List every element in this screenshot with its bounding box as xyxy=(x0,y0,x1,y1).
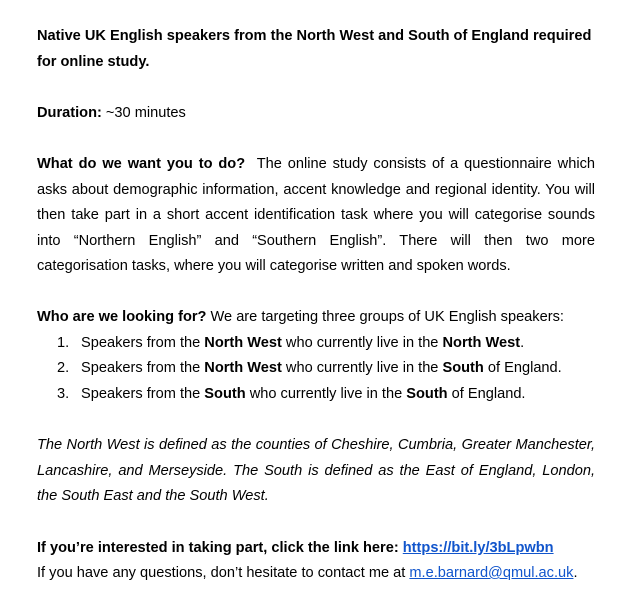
who-intro xyxy=(37,305,595,331)
link-label: If you’re interested in taking part, click the link here: xyxy=(37,540,399,556)
what-text: The online study consists of a questionnaire which asks about demographic information, accent knowledge and regional identity. You will then take part in a short accent identification task where you will categorise sounds into “Northern English” and “Southern English”. There will then two more categorisation tasks, where you will categorise written and spoken words. xyxy=(37,156,600,274)
what-label: What do we want you to do? xyxy=(37,156,246,172)
list-text: Speakers from the South who currently live in the South of England. xyxy=(81,385,526,402)
heading-text: Native UK English speakers from the North West and South of England required for online study. xyxy=(37,28,592,70)
duration-value: ~30 minutes xyxy=(101,105,186,121)
duration-line xyxy=(37,101,595,127)
study-link[interactable]: https://bit.ly/3bLpwbn xyxy=(402,540,554,556)
what-paragraph xyxy=(37,152,600,280)
duration-label: Duration: xyxy=(37,105,102,121)
list-item xyxy=(37,331,595,357)
who-text: We are targeting three groups of UK English speakers: xyxy=(206,309,564,325)
list-text: Speakers from the North West who currently live in the North West. xyxy=(81,334,525,351)
who-label: Who are we looking for? xyxy=(37,309,207,325)
who-section xyxy=(37,305,595,407)
contact-end: . xyxy=(573,565,578,581)
region-definition xyxy=(37,433,595,510)
email-link[interactable]: m.e.barnard@qmul.ac.uk xyxy=(409,565,574,581)
contact-text: If you have any questions, don’t hesitate to contact me at xyxy=(37,565,410,581)
list-number: 2. xyxy=(57,360,70,376)
list-number: 1. xyxy=(57,334,70,351)
list-number: 3. xyxy=(57,385,70,402)
link-line xyxy=(37,536,595,562)
target-groups-list xyxy=(37,331,595,408)
list-item xyxy=(37,382,595,408)
heading xyxy=(37,24,595,75)
list-text: Speakers from the North West who currently live in the South of England. xyxy=(81,360,562,376)
list-item xyxy=(37,356,595,382)
contact-line xyxy=(37,561,595,587)
definition-text: The North West is defined as the counties of Cheshire, Cumbria, Greater Manchester, Lancashire, and Merseyside. The South is defined as the East of England, London, the South East and the South West. xyxy=(37,437,595,504)
